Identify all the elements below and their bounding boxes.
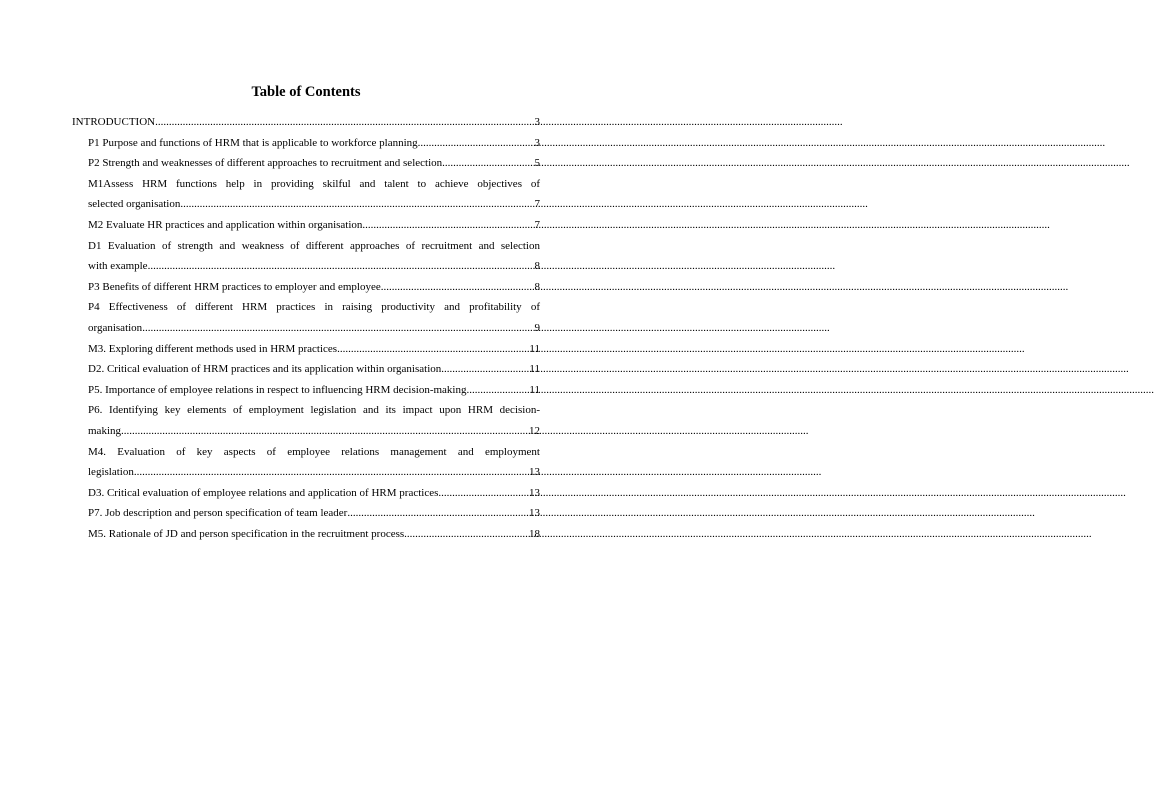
toc-entry-text-line1: P4 Effectiveness of different HRM practices in raising productivity and profitability of [88,301,540,314]
toc-entry[interactable] [72,380,540,401]
toc-entry[interactable] [72,503,540,524]
toc-entry-text: making [88,424,121,437]
toc-entry-text: M2 Evaluate HR practices and application within organisation [88,218,363,231]
dot-leader [180,194,533,215]
dot-leader [362,215,533,236]
dot-leader [418,133,534,154]
toc-entry-text: D3. Critical evaluation of employee relations and application of HRM practices [88,486,439,499]
toc-page-number: 13 [529,507,540,520]
dot-leader [442,153,533,174]
toc-entry-text: P5. Importance of employee relations in respect to influencing HRM decision-making [88,383,467,396]
dot-leader [404,524,528,545]
toc-entry[interactable] [72,277,540,298]
toc-entry-text: M5. Rationale of JD and person specification in the recruitment process [88,527,405,540]
dot-leader [155,112,533,133]
toc-page-number: 7 [534,198,540,211]
toc-entry[interactable] [72,297,540,338]
dot-leader [148,256,534,277]
toc-page-number: 5 [534,157,540,170]
toc-entry[interactable] [72,359,540,380]
toc-entry[interactable] [72,339,540,360]
toc-page-number: 3 [534,136,540,149]
toc-page-number: 18 [529,527,540,540]
toc-entry-text: with example [88,260,148,273]
toc-entry-text: legislation [88,466,134,479]
toc-page-number: 3 [534,116,540,128]
toc-page-number: 7 [534,218,540,231]
toc-entry-text-line1: D1 Evaluation of strength and weakness of different approaches of recruitment and selection [88,239,540,252]
toc-page-number: 11 [529,383,540,396]
dot-leader [381,277,534,298]
toc-page-number: 9 [534,321,540,334]
toc-entry-text-line1: M1Assess HRM functions help in providing skilful and talent to achieve objectives of [88,177,540,190]
toc-entry-text: organisation [88,321,143,334]
toc-entry[interactable] [72,483,540,504]
toc-entry[interactable] [72,215,540,236]
toc-entry-text: INTRODUCTION [72,116,156,128]
dot-leader [121,421,528,442]
dot-leader [441,359,528,380]
toc-entry-text-line1: P6. Identifying key elements of employment legislation and its impact upon HRM decision- [88,404,540,417]
toc-entry-text: M3. Exploring different methods used in HRM practices [88,342,338,355]
toc-entry-text-line1: M4. Evaluation of key aspects of employee relations management and employment [88,445,540,458]
toc-entry[interactable] [72,174,540,215]
toc-entry[interactable] [72,236,540,277]
toc-entry[interactable] [72,133,540,154]
toc-entry-text: P1 Purpose and functions of HRM that is applicable to workforce planning [88,136,418,149]
toc-entry[interactable] [72,524,540,545]
dot-leader [438,483,528,504]
toc-page-number: 11 [529,342,540,355]
dot-leader [347,503,528,524]
toc-page-number: 8 [534,260,540,273]
toc-entry[interactable] [72,400,540,441]
toc-entry[interactable] [72,112,540,133]
toc-list [72,112,540,544]
toc-entry-text: selected organisation [88,198,181,211]
dot-leader [134,462,528,483]
toc-page-number: 8 [534,280,540,293]
toc-entry[interactable] [72,442,540,483]
dot-leader [337,339,528,360]
toc-page-number: 13 [529,486,540,499]
toc-entry-text: P7. Job description and person specification of team leader [88,507,348,520]
toc-page-number: 11 [529,363,540,376]
toc-page-number: 13 [529,466,540,479]
toc-entry-text: P2 Strength and weaknesses of different approaches to recruitment and selection [88,157,443,170]
toc-entry[interactable] [72,153,540,174]
toc-title: Table of Contents [251,84,361,100]
dot-leader [467,380,529,401]
toc-entry-text: D2. Critical evaluation of HRM practices and its application within organisation [88,363,442,376]
toc-entry-text: P3 Benefits of different HRM practices to employer and employee [88,280,381,293]
dot-leader [142,318,533,339]
toc-page-number: 12 [529,424,540,437]
